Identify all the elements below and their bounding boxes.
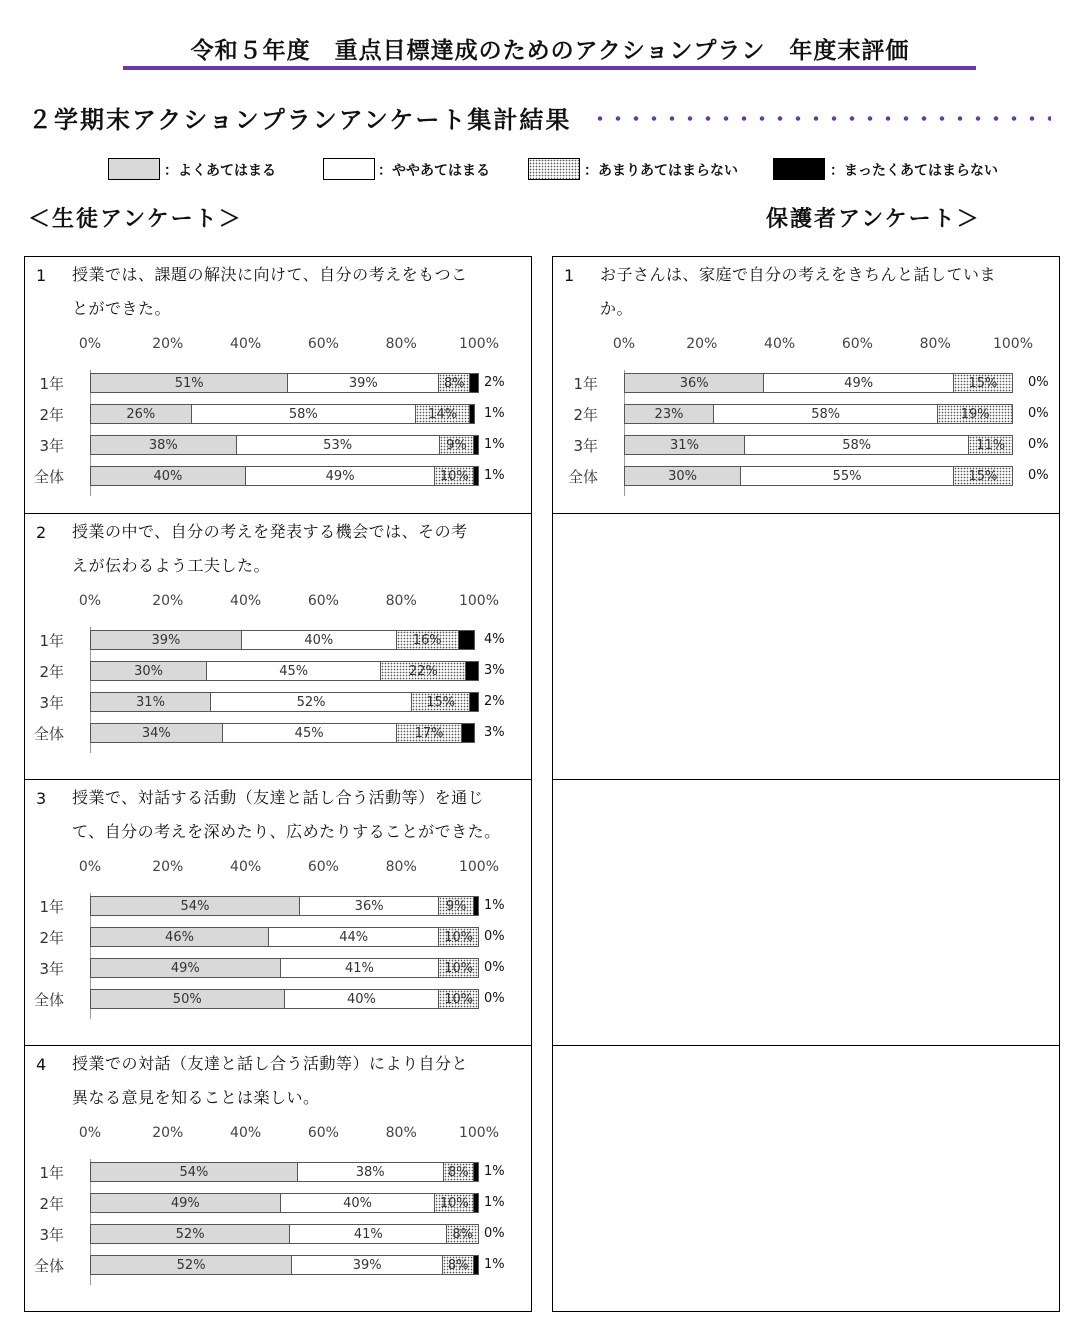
- student-q3-row-label: 2年: [39, 929, 64, 947]
- parent-q1-row-label: 1年: [573, 375, 598, 393]
- student-q2-data-label: 40%: [304, 632, 334, 648]
- student-q2-segment-somewhat-disagree: [381, 662, 466, 680]
- parent-q1-segment-somewhat-agree: [745, 436, 969, 454]
- parent-survey-heading: 保護者アンケート＞: [766, 207, 981, 232]
- parent-q1-end-label: 0%: [1028, 406, 1049, 421]
- student-q4-number: 4: [36, 1055, 47, 1074]
- legend-label-strongly-agree: ：よくあてはまる: [164, 163, 276, 179]
- legend-label-somewhat-disagree: ：あまりあてはまらない: [584, 163, 738, 179]
- student-q1-data-label: 9%: [446, 437, 467, 453]
- student-q2-segment-strongly-agree: [91, 693, 211, 711]
- student-q4-question-line: 授業での対話（友達と話し合う活動等）により自分と: [72, 1054, 469, 1073]
- student-q4-data-label: 49%: [170, 1195, 200, 1211]
- student-q1-segment-strongly-disagree: [470, 374, 478, 392]
- student-q1-tick-label: 40%: [230, 336, 262, 352]
- student-q2-end-label: 3%: [484, 725, 505, 740]
- student-q1-segment-somewhat-agree: [237, 436, 440, 454]
- student-q4-segment-strongly-disagree: [474, 1163, 478, 1181]
- student-q4-tick-label: 20%: [152, 1125, 184, 1141]
- parent-q1-tick-label: 80%: [919, 336, 951, 352]
- parent-q1-segment-somewhat-disagree: [954, 467, 1012, 485]
- parent-q1-segment-somewhat-agree: [714, 405, 938, 423]
- page-title: 令和５年度 重点目標達成のためのアクションプラン 年度末評価: [190, 38, 910, 64]
- student-q3-bar: [90, 989, 479, 1009]
- student-q1-data-label: 39%: [348, 375, 378, 391]
- parent-q1-data-label: 15%: [968, 468, 998, 484]
- parent-q1-segment-somewhat-disagree: [954, 374, 1012, 392]
- parent-q1-data-label: 49%: [844, 375, 874, 391]
- student-q2-row-label: 1年: [39, 632, 64, 650]
- student-q1-data-label: 53%: [323, 437, 353, 453]
- student-q2-data-label: 17%: [414, 725, 444, 741]
- student-q2-tick-label: 0%: [78, 593, 102, 609]
- dotted-leader: [591, 116, 1051, 121]
- student-q3-segment-somewhat-disagree: [439, 897, 474, 915]
- student-q1-data-label: 38%: [148, 437, 178, 453]
- student-q3-data-label: 54%: [180, 898, 210, 914]
- student-q1-tick-label: 80%: [385, 336, 417, 352]
- parent-q1-data-label: 15%: [968, 375, 998, 391]
- parent-q1-tick-label: 60%: [841, 336, 873, 352]
- student-q2-data-label: 31%: [136, 694, 165, 710]
- student-q4-data-label: 54%: [179, 1164, 209, 1180]
- student-q4-data-label: 38%: [355, 1164, 385, 1180]
- parent-q1-bar: [624, 373, 1013, 393]
- student-q2-bar: [90, 630, 475, 650]
- student-q4-data-label: 8%: [447, 1257, 469, 1273]
- student-q4-data-label: 8%: [448, 1164, 469, 1180]
- student-q2-segment-somewhat-agree: [223, 724, 397, 742]
- student-q3-data-label: 41%: [345, 960, 374, 976]
- student-q1-question-line: とができた。: [72, 299, 172, 318]
- student-q2-tick-label: 80%: [385, 593, 417, 609]
- student-q1-segment-somewhat-disagree: [416, 405, 470, 423]
- student-q3-bar: [90, 958, 479, 978]
- student-q2-row-label: 全体: [33, 725, 64, 743]
- student-q1-data-label: 51%: [174, 375, 204, 391]
- student-q4-tick-label: 40%: [230, 1125, 262, 1141]
- student-q3-row-label: 全体: [33, 991, 64, 1009]
- student-q2-data-label: 30%: [134, 663, 163, 679]
- parent-q1-segment-strongly-agree: [625, 436, 745, 454]
- student-q3-segment-somewhat-disagree: [439, 928, 478, 946]
- student-q2-data-label: 15%: [426, 694, 456, 710]
- parent-q1-number: 1: [564, 266, 575, 285]
- legend-swatch-strongly-agree: [108, 158, 160, 180]
- student-q3-data-label: 10%: [444, 991, 474, 1007]
- student-q1-row-label: 全体: [33, 468, 64, 486]
- parent-q1-row-label: 全体: [567, 468, 598, 486]
- parent-q1-segment-strongly-agree: [625, 467, 741, 485]
- student-q1-tick-label: 0%: [78, 336, 102, 352]
- empty-panel-4: [552, 1045, 1060, 1312]
- parent-q1-data-label: 23%: [654, 406, 684, 422]
- student-q1-bar: [90, 466, 479, 486]
- student-q2-bar: [90, 661, 479, 681]
- student-q1-segment-somewhat-disagree: [440, 436, 474, 454]
- student-q2-tick-label: 40%: [230, 593, 262, 609]
- student-q1-data-label: 58%: [288, 406, 318, 422]
- student-q4-bar: [90, 1193, 479, 1213]
- student-q1-tick-label: 100%: [458, 336, 500, 352]
- student-q2-data-label: 16%: [412, 632, 442, 648]
- student-q1-segment-somewhat-agree: [288, 374, 439, 392]
- student-q4-end-label: 1%: [484, 1195, 505, 1210]
- student-q1-segment-strongly-agree: [91, 405, 192, 423]
- student-q1-end-label: 1%: [484, 437, 505, 452]
- parent-q1-segment-somewhat-agree: [764, 374, 954, 392]
- student-q2-data-label: 45%: [294, 725, 324, 741]
- student-q3-tick-label: 80%: [385, 859, 417, 875]
- student-q1-segment-strongly-disagree: [470, 405, 474, 423]
- parent-q1-segment-strongly-agree: [625, 405, 714, 423]
- student-q2-segment-strongly-disagree: [466, 662, 478, 680]
- parent-q1-bar: [624, 466, 1013, 486]
- student-q4-bar: [90, 1255, 479, 1275]
- student-q3-row-label: 3年: [39, 960, 64, 978]
- student-q1-segment-somewhat-disagree: [435, 467, 474, 485]
- student-q2-question-line: えが伝わるよう工夫した。: [72, 556, 271, 575]
- student-q3-data-label: 10%: [444, 960, 474, 976]
- student-q1-row-label: 1年: [39, 375, 64, 393]
- parent-q1-data-label: 58%: [811, 406, 841, 422]
- student-q2-data-label: 34%: [141, 725, 171, 741]
- student-q2-segment-strongly-disagree: [462, 724, 474, 742]
- student-q4-segment-somewhat-agree: [292, 1256, 443, 1274]
- legend-swatch-somewhat-agree: [323, 158, 375, 180]
- student-q4-data-label: 39%: [352, 1257, 382, 1273]
- parent-q1-data-label: 58%: [842, 437, 872, 453]
- legend-swatch-somewhat-disagree: [528, 158, 580, 180]
- student-q2-data-label: 45%: [279, 663, 309, 679]
- student-q1-segment-somewhat-disagree: [439, 374, 470, 392]
- student-q2-tick-label: 100%: [458, 593, 500, 609]
- parent-q1-end-label: 0%: [1028, 437, 1049, 452]
- parent-q1-tick-label: 20%: [686, 336, 718, 352]
- student-q3-bar: [90, 896, 479, 916]
- parent-q1-segment-somewhat-disagree: [969, 436, 1012, 454]
- student-q1-bar: [90, 404, 475, 424]
- student-q2-segment-somewhat-disagree: [397, 631, 459, 649]
- student-q1-tick-label: 60%: [307, 336, 339, 352]
- student-q3-tick-label: 60%: [307, 859, 339, 875]
- parent-q1-data-label: 55%: [832, 468, 862, 484]
- student-q1-end-label: 1%: [484, 468, 505, 483]
- student-q4-question-line: 異なる意見を知ることは楽しい。: [72, 1088, 320, 1107]
- student-q3-segment-somewhat-disagree: [439, 959, 478, 977]
- student-q2-segment-strongly-agree: [91, 631, 242, 649]
- student-q4-segment-strongly-disagree: [474, 1194, 478, 1212]
- parent-q1-row-label: 3年: [573, 437, 598, 455]
- student-q1-segment-somewhat-agree: [192, 405, 416, 423]
- student-q2-question-line: 授業の中で、自分の考えを発表する機会では、その考: [72, 522, 468, 541]
- student-q4-segment-somewhat-disagree: [444, 1163, 475, 1181]
- student-q3-segment-strongly-disagree: [474, 897, 478, 915]
- student-q1-bar: [90, 373, 479, 393]
- student-q4-data-label: 41%: [353, 1226, 383, 1242]
- student-q2-row-label: 3年: [39, 694, 64, 712]
- student-q3-end-label: 1%: [484, 898, 505, 913]
- student-q3-segment-somewhat-agree: [285, 990, 440, 1008]
- empty-panel-2: [552, 513, 1060, 780]
- legend-label-somewhat-agree: ：ややあてはまる: [378, 163, 490, 179]
- parent-q1-tick-label: 0%: [612, 336, 636, 352]
- parent-q1-row-label: 2年: [573, 406, 598, 424]
- student-q3-data-label: 46%: [165, 929, 194, 945]
- student-q1-segment-strongly-agree: [91, 374, 288, 392]
- student-q3-data-label: 49%: [170, 960, 200, 976]
- student-q4-segment-somewhat-disagree: [435, 1194, 474, 1212]
- parent-q1-data-label: 11%: [976, 437, 1006, 453]
- parent-q1-data-label: 36%: [679, 375, 709, 391]
- student-q4-tick-label: 100%: [458, 1125, 500, 1141]
- student-q2-tick-label: 20%: [152, 593, 184, 609]
- parent-q1-segment-somewhat-disagree: [938, 405, 1012, 423]
- student-q4-row-label: 1年: [39, 1164, 64, 1182]
- student-q3-data-label: 10%: [444, 929, 474, 945]
- parent-q1-end-label: 0%: [1028, 375, 1049, 390]
- student-q2-end-label: 3%: [484, 663, 505, 678]
- student-q3-data-label: 36%: [354, 898, 384, 914]
- student-q1-number: 1: [36, 266, 47, 285]
- student-q4-row-label: 3年: [39, 1226, 64, 1244]
- student-q2-segment-somewhat-disagree: [412, 693, 470, 711]
- student-q4-data-label: 10%: [439, 1195, 469, 1211]
- student-q3-number: 3: [36, 789, 47, 808]
- student-q4-end-label: 1%: [484, 1257, 505, 1272]
- student-q3-tick-label: 0%: [78, 859, 102, 875]
- student-q4-row-label: 2年: [39, 1195, 64, 1213]
- student-q3-segment-somewhat-disagree: [439, 990, 478, 1008]
- student-q4-end-label: 0%: [484, 1226, 505, 1241]
- student-q3-segment-strongly-agree: [91, 990, 285, 1008]
- student-q3-segment-somewhat-agree: [281, 959, 440, 977]
- student-q3-question-line: 授業で、対話する活動（友達と話し合う活動等）を通じ: [72, 788, 485, 807]
- student-q4-row-label: 全体: [33, 1257, 64, 1275]
- student-q1-data-label: 8%: [443, 375, 465, 391]
- section-subtitle: ２学期末アクションプランアンケート集計結果: [28, 106, 572, 134]
- student-q2-bar: [90, 723, 475, 743]
- student-q2-data-label: 22%: [408, 663, 438, 679]
- student-q4-end-label: 1%: [484, 1164, 505, 1179]
- empty-panel-3: [552, 779, 1060, 1046]
- student-q4-segment-somewhat-agree: [281, 1194, 436, 1212]
- student-q2-segment-strongly-disagree: [459, 631, 474, 649]
- parent-q1-segment-somewhat-agree: [741, 467, 954, 485]
- parent-q1-data-label: 30%: [668, 468, 697, 484]
- student-q2-data-label: 52%: [296, 694, 326, 710]
- parent-q1-question-line: お子さんは、家庭で自分の考えをきちんと話していま: [600, 265, 997, 284]
- student-q3-tick-label: 40%: [230, 859, 262, 875]
- student-q2-segment-somewhat-agree: [242, 631, 397, 649]
- student-q1-segment-strongly-disagree: [474, 467, 478, 485]
- student-q4-data-label: 40%: [343, 1195, 372, 1211]
- student-q3-data-label: 40%: [346, 991, 376, 1007]
- student-q1-data-label: 26%: [126, 406, 156, 422]
- student-q4-segment-somewhat-agree: [298, 1163, 444, 1181]
- student-q1-row-label: 3年: [39, 437, 64, 455]
- student-q4-segment-strongly-disagree: [474, 1256, 478, 1274]
- student-q3-end-label: 0%: [484, 960, 505, 975]
- student-q1-segment-strongly-agree: [91, 467, 246, 485]
- student-q1-segment-strongly-agree: [91, 436, 237, 454]
- student-q3-segment-strongly-agree: [91, 959, 281, 977]
- student-q3-segment-strongly-agree: [91, 928, 269, 946]
- student-q1-data-label: 14%: [428, 406, 458, 422]
- student-q1-segment-somewhat-agree: [246, 467, 436, 485]
- student-q4-bar: [90, 1162, 479, 1182]
- parent-q1-bar: [624, 435, 1013, 455]
- student-q2-end-label: 2%: [484, 694, 505, 709]
- student-q1-tick-label: 20%: [152, 336, 184, 352]
- student-q3-segment-somewhat-agree: [300, 897, 439, 915]
- student-q4-segment-somewhat-disagree: [443, 1256, 474, 1274]
- student-q3-end-label: 0%: [484, 991, 505, 1006]
- student-q3-tick-label: 100%: [458, 859, 500, 875]
- student-q4-segment-somewhat-disagree: [447, 1225, 478, 1243]
- student-q1-segment-strongly-disagree: [474, 436, 478, 454]
- parent-q1-bar: [624, 404, 1013, 424]
- parent-q1-end-label: 0%: [1028, 468, 1049, 483]
- student-q1-data-label: 10%: [439, 468, 469, 484]
- student-q4-tick-label: 0%: [78, 1125, 102, 1141]
- student-q3-segment-strongly-agree: [91, 897, 300, 915]
- student-survey-heading: ＜生徒アンケート＞: [28, 207, 243, 232]
- student-q4-bar: [90, 1224, 479, 1244]
- student-q4-data-label: 52%: [175, 1226, 205, 1242]
- student-q2-segment-strongly-disagree: [470, 693, 478, 711]
- parent-q1-tick-label: 100%: [992, 336, 1034, 352]
- student-q3-data-label: 44%: [339, 929, 369, 945]
- student-q1-data-label: 49%: [325, 468, 355, 484]
- student-q3-end-label: 0%: [484, 929, 505, 944]
- student-q1-bar: [90, 435, 479, 455]
- legend-swatch-strongly-disagree: [773, 158, 825, 180]
- student-q4-segment-strongly-agree: [91, 1194, 281, 1212]
- student-q2-segment-strongly-agree: [91, 662, 207, 680]
- student-q2-data-label: 39%: [151, 632, 181, 648]
- student-q3-data-label: 9%: [445, 898, 467, 914]
- student-q2-number: 2: [36, 523, 47, 542]
- parent-q1-tick-label: 40%: [764, 336, 796, 352]
- student-q4-data-label: 52%: [176, 1257, 206, 1273]
- parent-q1-question-line: か。: [600, 299, 634, 318]
- student-q1-row-label: 2年: [39, 406, 64, 424]
- parent-q1-data-label: 19%: [960, 406, 990, 422]
- student-q3-row-label: 1年: [39, 898, 64, 916]
- parent-q1-data-label: 31%: [670, 437, 699, 453]
- student-q3-data-label: 50%: [172, 991, 202, 1007]
- student-q4-segment-strongly-agree: [91, 1163, 298, 1181]
- student-q2-row-label: 2年: [39, 663, 64, 681]
- student-q3-question-line: て、自分の考えを深めたり、広めたりすることができた。: [72, 822, 501, 841]
- student-q4-tick-label: 80%: [385, 1125, 417, 1141]
- student-q2-tick-label: 60%: [307, 593, 339, 609]
- student-q2-segment-somewhat-disagree: [397, 724, 463, 742]
- parent-q1-segment-strongly-agree: [625, 374, 764, 392]
- student-q1-end-label: 1%: [484, 406, 505, 421]
- student-q4-tick-label: 60%: [307, 1125, 339, 1141]
- student-q2-end-label: 4%: [484, 632, 505, 647]
- student-q4-segment-strongly-agree: [91, 1256, 292, 1274]
- student-q2-segment-somewhat-agree: [207, 662, 381, 680]
- student-q1-end-label: 2%: [484, 375, 505, 390]
- legend-label-strongly-disagree: ：まったくあてはまらない: [830, 163, 998, 179]
- student-q2-segment-strongly-agree: [91, 724, 223, 742]
- student-q1-data-label: 40%: [153, 468, 183, 484]
- student-q2-bar: [90, 692, 479, 712]
- title-underline: [123, 66, 976, 70]
- student-q3-tick-label: 20%: [152, 859, 184, 875]
- student-q1-question-line: 授業では、課題の解決に向けて、自分の考えをもつこ: [72, 265, 468, 284]
- student-q4-data-label: 8%: [452, 1226, 473, 1242]
- student-q4-segment-strongly-agree: [91, 1225, 290, 1243]
- student-q3-bar: [90, 927, 479, 947]
- student-q3-segment-somewhat-agree: [269, 928, 439, 946]
- student-q2-segment-somewhat-agree: [211, 693, 412, 711]
- student-q4-segment-somewhat-agree: [290, 1225, 447, 1243]
